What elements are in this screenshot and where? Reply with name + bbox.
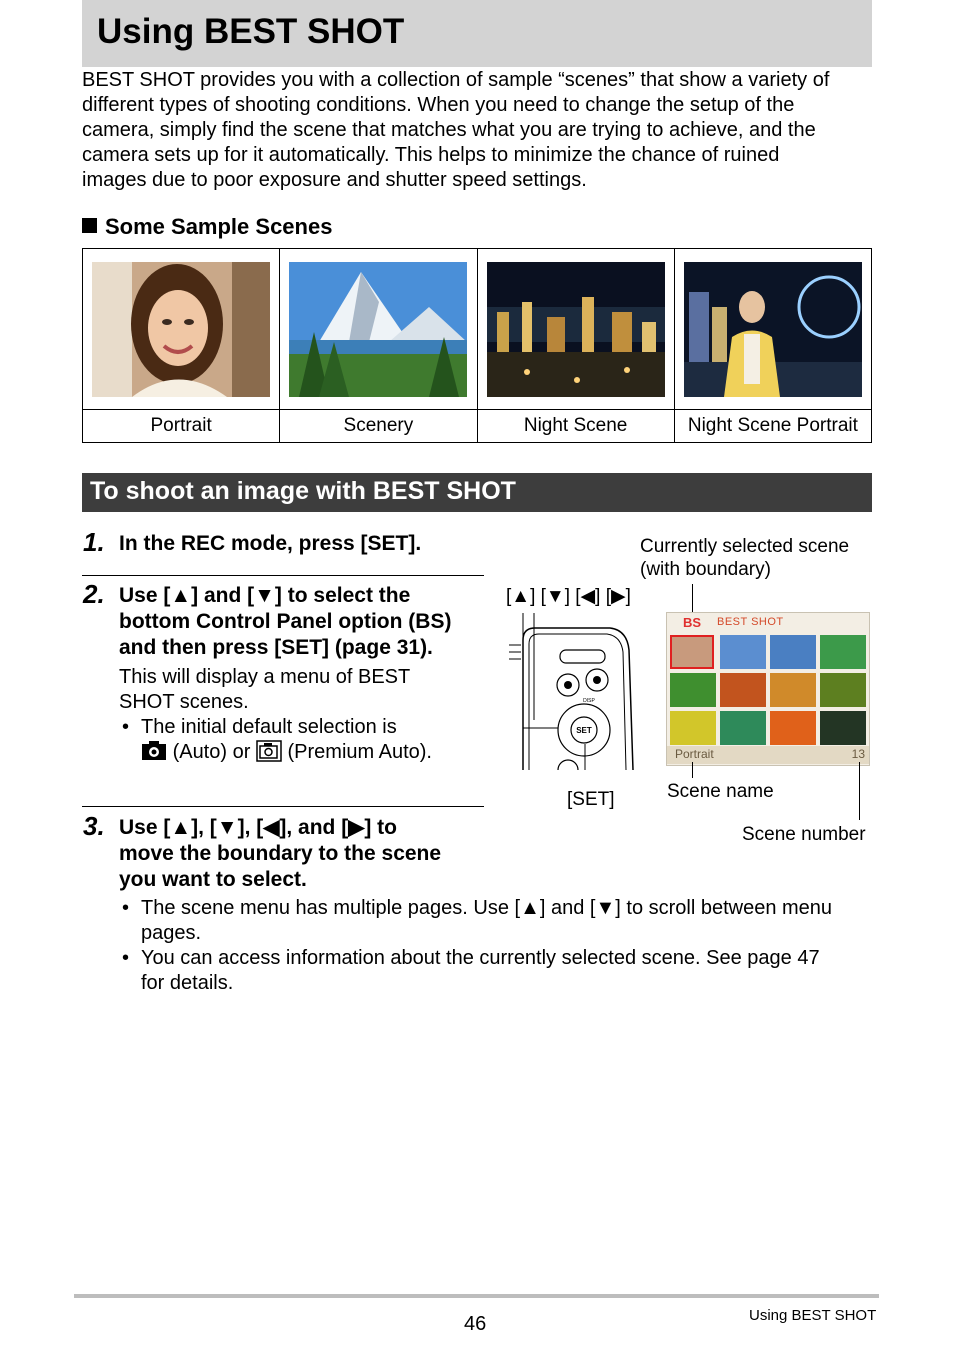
step-line: bottom Control Panel option (BS) bbox=[119, 610, 452, 633]
bullet-text-line bbox=[141, 740, 432, 765]
set-button-label: [SET] bbox=[567, 789, 615, 810]
step-1-text: In the REC mode, press [SET]. bbox=[119, 532, 422, 555]
scene-number-leader-line bbox=[859, 762, 860, 820]
bullet-line: The scene menu has multiple pages. Use [▲] and [▼] to scroll between menu bbox=[141, 897, 833, 919]
bullet-text bbox=[141, 896, 832, 946]
step-number: 2. bbox=[83, 579, 105, 609]
scene-name-label: Scene name bbox=[667, 781, 774, 802]
scene-number-label: Scene number bbox=[742, 824, 866, 845]
scene-label: Portrait bbox=[83, 410, 280, 443]
square-bullet-icon bbox=[82, 218, 97, 233]
section-title: To shoot an image with BEST SHOT bbox=[90, 477, 516, 505]
scene-thumb[interactable] bbox=[670, 711, 716, 745]
bullet-dot: • bbox=[122, 716, 130, 738]
intro-paragraph bbox=[82, 68, 877, 193]
samples-heading-text: Some Sample Scenes bbox=[105, 214, 333, 239]
scene-label: Night Scene bbox=[477, 410, 674, 443]
body-line: SHOT scenes. bbox=[119, 691, 249, 713]
scene-label: Night Scene Portrait bbox=[674, 410, 871, 443]
step-line: Use [▲], [▼], [◀], and [▶] to bbox=[119, 816, 398, 839]
intro-line: different types of shooting conditions. When you need to change the setup of the bbox=[82, 94, 795, 116]
screen-header: BEST SHOT bbox=[717, 616, 784, 628]
step-3-text bbox=[119, 815, 441, 893]
bullet-line: pages. bbox=[141, 922, 202, 944]
step-number: 1. bbox=[83, 527, 105, 557]
premium-auto-text: (Premium Auto). bbox=[287, 741, 432, 763]
scene-thumb[interactable] bbox=[820, 711, 866, 745]
scenery-photo bbox=[289, 262, 467, 397]
scene-thumb[interactable] bbox=[770, 711, 816, 745]
page-title: Using BEST SHOT bbox=[97, 12, 405, 51]
scene-thumb[interactable] bbox=[720, 635, 766, 669]
samples-heading bbox=[82, 214, 332, 240]
screen-footer bbox=[667, 746, 869, 764]
step-number: 3. bbox=[83, 811, 105, 841]
portrait-photo-cell bbox=[83, 249, 280, 410]
selected-scene-label bbox=[640, 535, 849, 581]
bs-icon: BS bbox=[683, 615, 702, 630]
bullet-text bbox=[141, 946, 820, 996]
body-line: This will display a menu of BEST bbox=[119, 666, 411, 688]
camera-back-illustration bbox=[505, 610, 640, 770]
screen-scene-name: Portrait bbox=[675, 747, 714, 761]
scene-thumb[interactable] bbox=[770, 635, 816, 669]
bullet-text: The initial default selection is bbox=[141, 716, 397, 738]
intro-line: BEST SHOT provides you with a collection of sample “scenes” that show a variety of bbox=[82, 69, 830, 91]
step-divider bbox=[82, 575, 484, 576]
intro-line: images due to poor exposure and shutter speed settings. bbox=[82, 169, 587, 191]
page-number: 46 bbox=[464, 1313, 487, 1335]
step-line: and then press [SET] (page 31). bbox=[119, 636, 433, 659]
label-line: Currently selected scene bbox=[640, 536, 850, 557]
scene-name-leader-line bbox=[692, 762, 693, 778]
scene-label: Scenery bbox=[280, 410, 477, 443]
arrow-keys-label: [▲] [▼] [◀] [▶] bbox=[506, 586, 631, 607]
disp-text: DISP bbox=[583, 698, 595, 704]
bullet-line: for details. bbox=[141, 972, 234, 994]
bullet-dot: • bbox=[122, 947, 130, 969]
auto-text: (Auto) or bbox=[172, 741, 251, 763]
step-2-body bbox=[119, 665, 410, 715]
step-line: move the boundary to the scene bbox=[119, 842, 442, 865]
scene-thumb[interactable] bbox=[820, 635, 866, 669]
running-title: Using BEST SHOT bbox=[749, 1307, 877, 1324]
screen-scene-number: 13 bbox=[851, 747, 865, 761]
label-line: (with boundary) bbox=[640, 559, 771, 580]
bullet-line: You can access information about the currently selected scene. See page 47 bbox=[141, 947, 820, 969]
scene-thumb[interactable] bbox=[820, 673, 866, 707]
step-line: you want to select. bbox=[119, 868, 307, 891]
scene-thumb[interactable] bbox=[670, 673, 716, 707]
night-scene-portrait-photo-cell bbox=[674, 249, 871, 410]
footer-rule bbox=[74, 1294, 879, 1298]
scene-thumb-selected[interactable] bbox=[670, 635, 714, 669]
intro-line: camera sets up for it automatically. This helps to minimize the chance of ruined bbox=[82, 144, 780, 166]
sample-scenes-table bbox=[82, 248, 872, 443]
night-scene-photo bbox=[487, 262, 665, 397]
intro-line: camera, simply find the scene that matches what you are trying to achieve, and the bbox=[82, 119, 816, 141]
night-scene-photo-cell bbox=[477, 249, 674, 410]
auto-mode-icon bbox=[141, 741, 167, 761]
scene-grid bbox=[669, 635, 867, 745]
scene-thumb[interactable] bbox=[720, 673, 766, 707]
scene-thumb[interactable] bbox=[770, 673, 816, 707]
step-line: Use [▲] and [▼] to select the bbox=[119, 584, 411, 607]
portrait-photo bbox=[92, 262, 270, 397]
scenery-photo-cell bbox=[280, 249, 477, 410]
premium-auto-icon bbox=[256, 740, 282, 762]
best-shot-screen bbox=[666, 612, 870, 766]
bullet-dot: • bbox=[122, 897, 130, 919]
set-button-text: SET bbox=[576, 726, 592, 735]
step-divider bbox=[82, 806, 484, 807]
scene-thumb[interactable] bbox=[720, 711, 766, 745]
night-scene-portrait-photo bbox=[684, 262, 862, 397]
step-2-text bbox=[119, 583, 451, 661]
